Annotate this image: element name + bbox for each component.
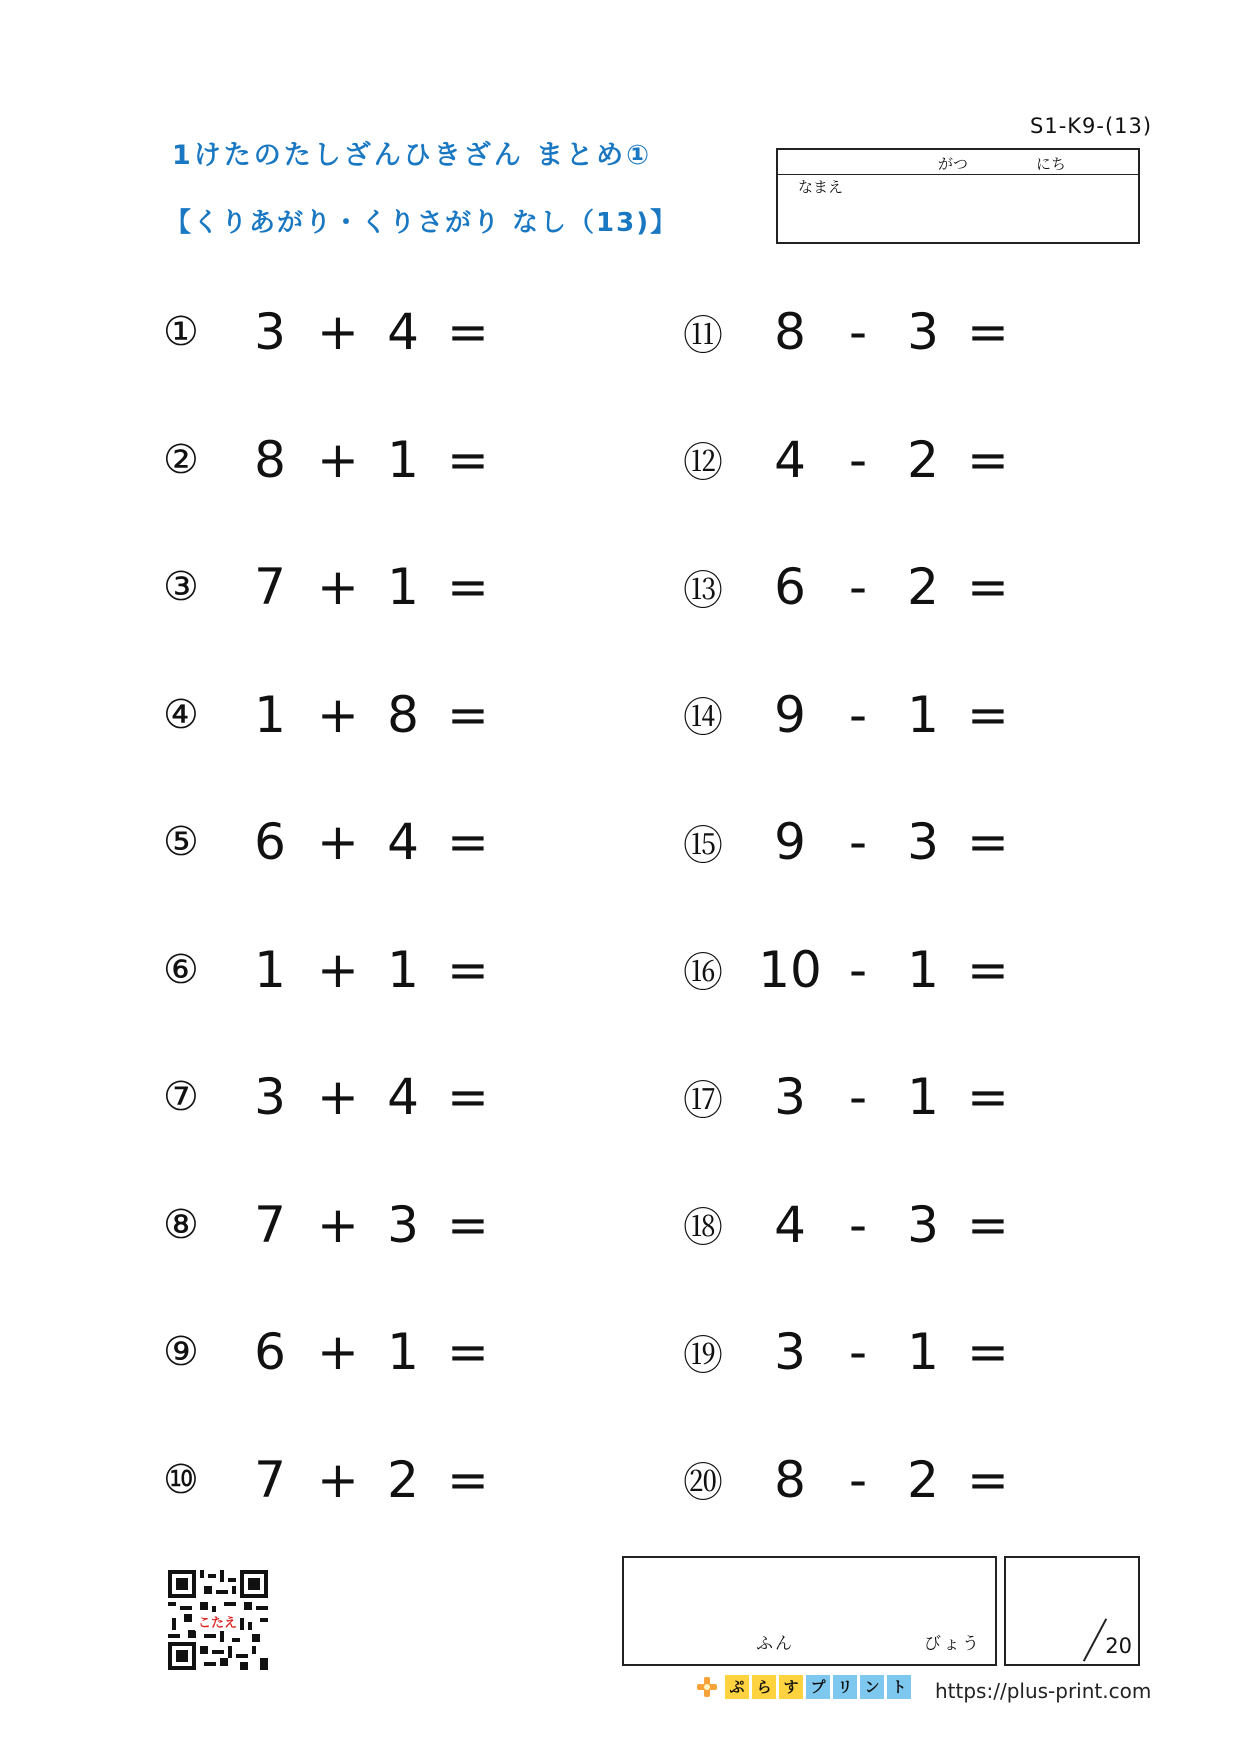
operand-b: 2: [907, 430, 939, 489]
operand-b: 4: [387, 813, 419, 871]
problem-number: ⑩: [163, 1456, 199, 1503]
operator: +: [317, 430, 359, 489]
operand-a: 7: [254, 1195, 286, 1254]
answer-field[interactable]: [508, 685, 618, 745]
operand-b: 1: [907, 685, 939, 744]
operand-a: 7: [254, 1450, 286, 1509]
operand-b: 1: [387, 558, 419, 616]
equals-sign: =: [447, 685, 489, 744]
worksheet-subtitle: 【くりあがり・くりさがり なし（13)】: [165, 208, 679, 238]
equals-sign: =: [447, 1450, 489, 1509]
operator: +: [317, 1323, 359, 1381]
operand-a: 3: [254, 1068, 286, 1126]
problem-number: ⑮: [683, 822, 723, 869]
problem-number: ⑱: [683, 1205, 723, 1251]
equals-sign: =: [967, 430, 1009, 489]
operand-b: 2: [907, 1450, 939, 1509]
minutes-label: ふん: [756, 1634, 794, 1654]
answer-field[interactable]: [508, 940, 618, 1000]
operator: -: [848, 685, 868, 744]
problem-number: ⑬: [683, 567, 723, 614]
operator: +: [317, 1450, 359, 1509]
operand-b: 3: [907, 813, 939, 871]
equals-sign: =: [967, 813, 1009, 871]
equals-sign: =: [967, 1195, 1009, 1254]
problem-number: ③: [163, 564, 199, 610]
operator: +: [317, 685, 359, 744]
score-box[interactable]: [1004, 1556, 1140, 1666]
operand-a: 1: [254, 685, 286, 744]
problem-row: [163, 1185, 623, 1265]
answer-field[interactable]: [1028, 940, 1138, 1000]
operator: -: [848, 430, 868, 489]
equals-sign: =: [967, 1068, 1009, 1126]
problem-row: [163, 420, 623, 500]
operator: +: [317, 1068, 359, 1126]
problem-number: ⑤: [163, 819, 199, 865]
problem-row: [683, 547, 1143, 627]
operator: -: [848, 1323, 868, 1381]
operand-b: 2: [387, 1450, 419, 1509]
equals-sign: =: [967, 685, 1009, 744]
operand-a: 9: [774, 813, 806, 871]
name-date-box[interactable]: [776, 148, 1140, 244]
problem-number: ⑪: [683, 312, 723, 359]
qr-answer-label: こたえ: [195, 1612, 240, 1631]
operand-a: 7: [254, 558, 286, 616]
operand-a: 3: [774, 1068, 806, 1126]
operator: +: [317, 940, 359, 999]
equals-sign: =: [447, 1068, 489, 1126]
answer-field[interactable]: [1028, 1322, 1138, 1382]
equals-sign: =: [967, 558, 1009, 616]
equals-sign: =: [967, 1450, 1009, 1509]
operand-b: 1: [907, 1068, 939, 1126]
operand-b: 4: [387, 303, 419, 361]
problem-number: ⑭: [683, 695, 723, 741]
operator: +: [317, 558, 359, 616]
brand-char: ト: [887, 1675, 911, 1699]
problem-number: ⑥: [163, 946, 199, 993]
answer-field[interactable]: [508, 1067, 618, 1127]
problem-row: [683, 1057, 1143, 1137]
month-label: がつ: [938, 155, 969, 173]
operand-b: 3: [907, 1195, 939, 1254]
equals-sign: =: [447, 558, 489, 616]
problem-row: [683, 802, 1143, 882]
operand-a: 4: [774, 430, 806, 489]
answer-field[interactable]: [1028, 430, 1138, 490]
problem-row: [163, 1440, 623, 1520]
problem-row: [163, 1312, 623, 1392]
operand-a: 3: [774, 1323, 806, 1381]
operand-b: 3: [907, 303, 939, 361]
problem-row: [683, 420, 1143, 500]
problem-row: [163, 547, 623, 627]
problem-row: [683, 1185, 1143, 1265]
operator: -: [848, 813, 868, 871]
problem-number: ⑲: [683, 1332, 723, 1379]
operand-a: 4: [774, 1195, 806, 1254]
answer-field[interactable]: [1028, 685, 1138, 745]
problem-number: ⑳: [683, 1460, 723, 1506]
answer-field[interactable]: [1028, 812, 1138, 872]
equals-sign: =: [447, 303, 489, 361]
equals-sign: =: [447, 813, 489, 871]
operator: +: [317, 303, 359, 361]
equals-sign: =: [447, 940, 489, 999]
seconds-label: びょう: [924, 1634, 981, 1654]
equals-sign: =: [967, 303, 1009, 361]
problem-number: ⑰: [683, 1077, 723, 1124]
operator: -: [848, 1450, 868, 1509]
problem-row: [163, 292, 623, 372]
worksheet-code: S1-K9-(13): [1030, 114, 1153, 138]
problem-row: [683, 1312, 1143, 1392]
answer-field[interactable]: [1028, 1450, 1138, 1510]
time-box[interactable]: [622, 1556, 997, 1666]
brand-char: ら: [752, 1675, 776, 1699]
operand-a: 10: [758, 940, 822, 999]
equals-sign: =: [967, 1323, 1009, 1381]
problem-row: [683, 292, 1143, 372]
brand-char: リ: [833, 1675, 857, 1699]
operand-b: 1: [387, 940, 419, 999]
operand-a: 6: [254, 813, 286, 871]
problem-row: [163, 675, 623, 755]
problem-row: [683, 930, 1143, 1010]
operand-b: 2: [907, 558, 939, 616]
operator: -: [848, 940, 868, 999]
problem-row: [163, 802, 623, 882]
answer-field[interactable]: [508, 557, 618, 617]
operand-b: 1: [387, 430, 419, 489]
operand-a: 8: [254, 430, 286, 489]
problem-row: [683, 1440, 1143, 1520]
problem-number: ⑯: [683, 950, 723, 996]
problem-row: [163, 930, 623, 1010]
operand-a: 3: [254, 303, 286, 361]
answer-field[interactable]: [508, 302, 618, 362]
brand-logo: [695, 1675, 911, 1699]
problem-number: ④: [163, 691, 199, 738]
operand-b: 1: [387, 1323, 419, 1381]
site-url[interactable]: https://plus-print.com: [935, 1679, 1152, 1703]
operand-a: 8: [774, 303, 806, 361]
operand-b: 1: [907, 940, 939, 999]
operator: +: [317, 1195, 359, 1254]
answer-field[interactable]: [508, 1322, 618, 1382]
equals-sign: =: [447, 1195, 489, 1254]
problem-row: [163, 1057, 623, 1137]
answer-field[interactable]: [508, 430, 618, 490]
problem-number: ⑨: [163, 1329, 199, 1375]
problem-row: [683, 675, 1143, 755]
score-slash: [1083, 1618, 1107, 1661]
answer-field[interactable]: [1028, 1195, 1138, 1255]
operator: +: [317, 813, 359, 871]
operand-a: 6: [254, 1323, 286, 1381]
brand-text: [725, 1675, 911, 1699]
operand-b: 8: [387, 685, 419, 744]
answer-field[interactable]: [508, 1450, 618, 1510]
operator: -: [848, 1195, 868, 1254]
problem-number: ⑧: [163, 1201, 199, 1248]
score-total: 20: [1105, 1634, 1132, 1658]
brand-char: ン: [860, 1675, 884, 1699]
name-label: なまえ: [798, 178, 844, 196]
answer-field[interactable]: [1028, 557, 1138, 617]
operand-a: 1: [254, 940, 286, 999]
brand-char: す: [779, 1675, 803, 1699]
problem-number: ⑫: [683, 440, 723, 486]
problem-number: ②: [163, 436, 199, 483]
answer-field[interactable]: [508, 1195, 618, 1255]
problem-number: ⑦: [163, 1074, 199, 1120]
namebox-divider: [778, 174, 1138, 175]
operator: -: [848, 1068, 868, 1126]
day-label: にち: [1036, 155, 1067, 173]
answer-field[interactable]: [1028, 1067, 1138, 1127]
brand-char: ぷ: [725, 1675, 749, 1699]
operand-b: 1: [907, 1323, 939, 1381]
operand-a: 6: [774, 558, 806, 616]
operand-a: 9: [774, 685, 806, 744]
plus-logo-icon: [695, 1676, 719, 1698]
operand-b: 3: [387, 1195, 419, 1254]
answer-field[interactable]: [508, 812, 618, 872]
operator: -: [848, 558, 868, 616]
operator: -: [848, 303, 868, 361]
operand-b: 4: [387, 1068, 419, 1126]
brand-char: プ: [806, 1675, 830, 1699]
answer-field[interactable]: [1028, 302, 1138, 362]
equals-sign: =: [447, 1323, 489, 1381]
problem-number: ①: [163, 309, 199, 355]
worksheet-title: 1けたのたしざんひきざん まとめ①: [172, 140, 653, 171]
equals-sign: =: [447, 430, 489, 489]
equals-sign: =: [967, 940, 1009, 999]
operand-a: 8: [774, 1450, 806, 1509]
